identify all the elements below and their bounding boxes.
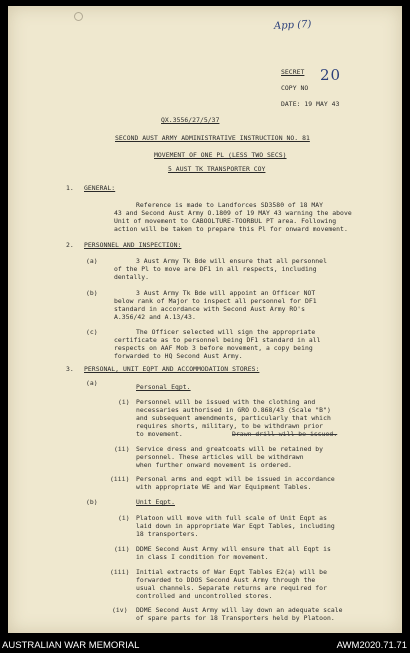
section-1-line: 43 and Second Aust Army O.1809 of 19 MAY 43 warning the above — [114, 209, 352, 217]
item-line: DDME Second Aust Army will ensure that all Eqpt is — [136, 545, 331, 553]
section-1-line: Reference is made to Landforces SD3580 of 18 MAY — [136, 201, 324, 209]
document-page — [8, 6, 402, 633]
item-line: when further onward movement is ordered. — [136, 461, 292, 469]
section-2a-line: dentally. — [114, 273, 150, 281]
section-2b-label: (b) — [86, 289, 98, 297]
section-2c-line: forwarded to HQ Second Aust Army. — [114, 352, 243, 360]
item-line: requires shorts, military, to be withdrawn prior — [136, 422, 324, 430]
section-1-heading: GENERAL: — [84, 184, 116, 192]
section-2a-line: 3 Aust Army Tk Bde will ensure that all personnel — [136, 257, 327, 265]
file-reference: QX.3556/27/5/37 — [161, 116, 220, 124]
item-line: controlled and uncontrolled stores. — [136, 592, 273, 600]
section-1-line: action will be taken to prepare this Pl for onward movement. — [114, 225, 348, 233]
section-3-number: 3. — [66, 365, 74, 373]
section-2a-label: (a) — [86, 257, 98, 265]
unit-title: 5 AUST TK TRANSPORTER COY — [168, 165, 266, 173]
item-line: Initial extracts of War Eqpt Tables E2(a) will be — [136, 568, 327, 576]
item-number: (ii) — [114, 545, 130, 553]
section-3-heading: PERSONAL, UNIT EQPT AND ACCOMMODATION STORES: — [84, 365, 260, 373]
handwritten-reference: App (7) — [273, 19, 312, 32]
section-3b-label: (b) — [86, 498, 98, 506]
struck-out-text: Drawn drill will be issued. — [232, 430, 338, 438]
item-line: Service dress and greatcoats will be retained by — [136, 445, 324, 453]
section-2-number: 2. — [66, 241, 74, 249]
item-line: laid down in appropriate War Eqpt Tables, including — [136, 522, 335, 530]
item-line: to movement. — [136, 430, 183, 438]
item-line: of spare parts for 18 Transporters held by Platoon. — [136, 614, 335, 622]
archive-footer — [0, 637, 410, 653]
footer-institution: AUSTRALIAN WAR MEMORIAL — [2, 640, 140, 651]
document-date: DATE: 19 MAY 43 — [281, 100, 340, 108]
item-number: (ii) — [114, 445, 130, 453]
footer-accession-number: AWM2020.71.71 — [336, 640, 407, 651]
item-number: (iv) — [112, 606, 128, 614]
punch-mark — [74, 12, 83, 21]
instruction-title: SECOND AUST ARMY ADMINISTRATIVE INSTRUCTION NO. 81 — [115, 134, 310, 142]
section-3b-heading: Unit Eqpt. — [136, 498, 175, 506]
item-line: DDME Second Aust Army will lay down an adequate scale — [136, 606, 343, 614]
section-2b-line: A.356/42 and A.13/43. — [114, 313, 196, 321]
section-2b-line: below rank of Major to inspect all personnel for DF1 — [114, 297, 317, 305]
item-line: necessaries authorised in GRO O.868/43 (Scale "B") — [136, 406, 331, 414]
item-line: Platoon will move with full scale of Unit Eqpt as — [136, 514, 327, 522]
section-2a-line: of the Pl to move are DF1 in all respects, including — [114, 265, 317, 273]
item-line: forwarded to DDOS Second Aust Army through the — [136, 576, 316, 584]
section-1-line: Unit of movement to CABOOLTURE-TOORBUL PT area. Following — [114, 217, 337, 225]
section-2b-line: 3 Aust Army Tk Bde will appoint an Officer NOT — [136, 289, 316, 297]
copy-number-label: COPY NO — [281, 84, 309, 92]
item-number: (i) — [118, 398, 130, 406]
section-2c-line: The Officer selected will sign the appropriate — [136, 328, 316, 336]
item-line: 18 transporters. — [136, 530, 199, 538]
item-line: personnel. These articles will be withdrawn — [136, 453, 304, 461]
section-3a-heading: Personal Eqpt. — [136, 383, 191, 391]
section-3a-label: (a) — [86, 379, 98, 387]
item-number: (iii) — [110, 475, 130, 483]
section-2c-line: certificate as to personnel being DF1 standard in all — [114, 336, 321, 344]
item-line: in class I condition for movement. — [136, 553, 269, 561]
section-2c-line: respects on AAF Mob 3 before movement, a copy being — [114, 344, 313, 352]
item-line: usual channels. Separate returns are required for — [136, 584, 327, 592]
item-number: (i) — [118, 514, 130, 522]
copy-number-handwritten: 20 — [320, 66, 342, 84]
item-line: Personal arms and eqpt will be issued in accordance — [136, 475, 335, 483]
section-1-number: 1. — [66, 184, 74, 192]
security-classification: SECRET — [281, 68, 305, 76]
section-2c-label: (c) — [86, 328, 98, 336]
item-line: Personnel will be issued with the clothing and — [136, 398, 316, 406]
section-2b-line: standard in accordance with Second Aust Army RO's — [114, 305, 305, 313]
section-2-heading: PERSONNEL AND INSPECTION: — [84, 241, 182, 249]
item-line: with appropriate WE and War Equipment Tables. — [136, 483, 312, 491]
item-line: and subsequent amendments, particularly that which — [136, 414, 331, 422]
movement-title: MOVEMENT OF ONE PL (LESS TWO SECS) — [154, 151, 287, 159]
item-number: (iii) — [110, 568, 130, 576]
